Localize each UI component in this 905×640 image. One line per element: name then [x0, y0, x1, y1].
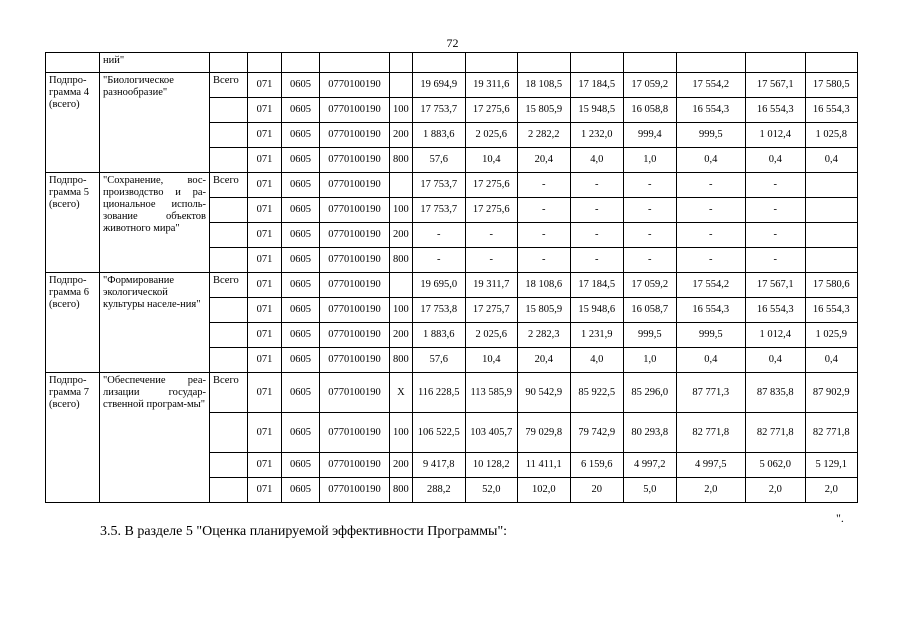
- value-cell: -: [676, 223, 745, 248]
- total-cell: [210, 248, 248, 273]
- code-cell: 0605: [282, 413, 320, 453]
- value-cell: 1,0: [623, 348, 676, 373]
- code-cell: 0770100190: [320, 413, 390, 453]
- code-cell: 071: [248, 148, 282, 173]
- total-cell: [210, 478, 248, 503]
- subprogram-name: "Обеспечение реа-лизации государ-ственной програм-мы": [100, 373, 210, 503]
- code-cell: 0770100190: [320, 123, 390, 148]
- code-cell: 071: [248, 98, 282, 123]
- code-cell: 071: [248, 348, 282, 373]
- code-cell: 071: [248, 413, 282, 453]
- value-cell: 16 554,3: [745, 298, 805, 323]
- value-cell: 1 025,9: [805, 323, 857, 348]
- code-cell: 0770100190: [320, 273, 390, 298]
- value-cell: -: [745, 223, 805, 248]
- value-cell: 17 184,5: [570, 73, 623, 98]
- code-cell: Х: [390, 373, 413, 413]
- value-cell: 1 025,8: [805, 123, 857, 148]
- total-cell: [210, 98, 248, 123]
- value-cell: 87 902,9: [805, 373, 857, 413]
- value-cell: 2 025,6: [465, 123, 517, 148]
- code-cell: 0605: [282, 348, 320, 373]
- code-cell: 100: [390, 198, 413, 223]
- code-cell: [390, 73, 413, 98]
- value-cell: 57,6: [412, 348, 465, 373]
- value-cell: 17 580,5: [805, 73, 857, 98]
- code-cell: 800: [390, 478, 413, 503]
- value-cell: -: [676, 173, 745, 198]
- value-cell: 9 417,8: [412, 453, 465, 478]
- value-cell: 16 554,3: [805, 98, 857, 123]
- value-cell: [805, 248, 857, 273]
- value-cell: 1 012,4: [745, 323, 805, 348]
- value-cell: 19 694,9: [412, 73, 465, 98]
- value-cell: 19 311,6: [465, 73, 517, 98]
- table-row: [46, 373, 858, 413]
- value-cell: 4 997,5: [676, 453, 745, 478]
- value-cell: -: [570, 248, 623, 273]
- value-cell: 16 058,8: [623, 98, 676, 123]
- value-cell: 103 405,7: [465, 413, 517, 453]
- total-cell: Всего: [210, 273, 248, 298]
- code-cell: 071: [248, 198, 282, 223]
- value-cell: 82 771,8: [676, 413, 745, 453]
- value-cell: 80 293,8: [623, 413, 676, 453]
- value-cell: 17 059,2: [623, 73, 676, 98]
- table-row: [46, 173, 858, 198]
- code-cell: 0605: [282, 223, 320, 248]
- value-cell: 17 275,6: [465, 198, 517, 223]
- value-cell: 5 129,1: [805, 453, 857, 478]
- code-cell: 800: [390, 248, 413, 273]
- closing-quote: ".: [836, 511, 844, 525]
- code-cell: 071: [248, 123, 282, 148]
- value-cell: 17 567,1: [745, 273, 805, 298]
- value-cell: -: [623, 248, 676, 273]
- code-cell: 0605: [282, 123, 320, 148]
- value-cell: 1 232,0: [570, 123, 623, 148]
- value-cell: [805, 223, 857, 248]
- code-cell: 100: [390, 98, 413, 123]
- value-cell: 2,0: [676, 478, 745, 503]
- code-cell: 0770100190: [320, 298, 390, 323]
- value-cell: -: [465, 248, 517, 273]
- value-cell: 2,0: [745, 478, 805, 503]
- code-cell: 071: [248, 453, 282, 478]
- code-cell: 071: [248, 298, 282, 323]
- code-cell: 0770100190: [320, 173, 390, 198]
- code-cell: 0605: [282, 248, 320, 273]
- code-cell: 800: [390, 348, 413, 373]
- value-cell: 16 554,3: [745, 98, 805, 123]
- page-number: 72: [446, 36, 459, 50]
- value-cell: 79 742,9: [570, 413, 623, 453]
- value-cell: 15 805,9: [517, 298, 570, 323]
- total-cell: [210, 453, 248, 478]
- code-cell: 071: [248, 73, 282, 98]
- value-cell: 1 231,9: [570, 323, 623, 348]
- value-cell: -: [517, 173, 570, 198]
- value-cell: 11 411,1: [517, 453, 570, 478]
- code-cell: 0770100190: [320, 478, 390, 503]
- value-cell: -: [570, 223, 623, 248]
- code-cell: 071: [248, 373, 282, 413]
- value-cell: 17 567,1: [745, 73, 805, 98]
- value-cell: 17 753,7: [412, 198, 465, 223]
- value-cell: 10,4: [465, 348, 517, 373]
- value-cell: 16 554,3: [676, 298, 745, 323]
- table-row: [46, 273, 858, 298]
- value-cell: 10 128,2: [465, 453, 517, 478]
- total-cell: [210, 298, 248, 323]
- code-cell: 0605: [282, 373, 320, 413]
- value-cell: 1 883,6: [412, 123, 465, 148]
- value-cell: -: [570, 173, 623, 198]
- total-cell: [210, 348, 248, 373]
- value-cell: 5,0: [623, 478, 676, 503]
- value-cell: 79 029,8: [517, 413, 570, 453]
- code-cell: 071: [248, 323, 282, 348]
- value-cell: 0,4: [745, 148, 805, 173]
- code-cell: 071: [248, 478, 282, 503]
- code-cell: 100: [390, 298, 413, 323]
- value-cell: 20: [570, 478, 623, 503]
- name-fragment: ний": [100, 53, 210, 73]
- value-cell: 87 771,3: [676, 373, 745, 413]
- value-cell: 15 948,6: [570, 298, 623, 323]
- table-row: [46, 73, 858, 98]
- value-cell: 17 753,7: [412, 173, 465, 198]
- value-cell: 16 058,7: [623, 298, 676, 323]
- value-cell: 999,5: [676, 123, 745, 148]
- value-cell: 85 922,5: [570, 373, 623, 413]
- value-cell: 17 059,2: [623, 273, 676, 298]
- value-cell: 87 835,8: [745, 373, 805, 413]
- total-cell: Всего: [210, 73, 248, 98]
- code-cell: 071: [248, 273, 282, 298]
- subprogram-label: Подпро-грамма 6 (всего): [46, 273, 100, 373]
- value-cell: 19 695,0: [412, 273, 465, 298]
- subprogram-name: "Биологическое разнообразие": [100, 73, 210, 173]
- value-cell: -: [517, 198, 570, 223]
- code-cell: 0770100190: [320, 373, 390, 413]
- table-row: [46, 53, 858, 73]
- value-cell: 106 522,5: [412, 413, 465, 453]
- value-cell: -: [745, 248, 805, 273]
- total-cell: Всего: [210, 373, 248, 413]
- value-cell: -: [623, 173, 676, 198]
- code-cell: 0605: [282, 173, 320, 198]
- subprogram-name: "Формирование экологической культуры населе-ния": [100, 273, 210, 373]
- value-cell: -: [745, 198, 805, 223]
- total-cell: [210, 323, 248, 348]
- value-cell: 17 580,6: [805, 273, 857, 298]
- budget-table: [45, 52, 858, 503]
- code-cell: 200: [390, 223, 413, 248]
- code-cell: 200: [390, 123, 413, 148]
- value-cell: 17 275,6: [465, 173, 517, 198]
- code-cell: 071: [248, 173, 282, 198]
- total-cell: [210, 123, 248, 148]
- value-cell: -: [745, 173, 805, 198]
- value-cell: 82 771,8: [745, 413, 805, 453]
- value-cell: 18 108,5: [517, 73, 570, 98]
- code-cell: 0770100190: [320, 248, 390, 273]
- value-cell: 17 184,5: [570, 273, 623, 298]
- value-cell: 2 025,6: [465, 323, 517, 348]
- value-cell: [805, 198, 857, 223]
- value-cell: -: [570, 198, 623, 223]
- code-cell: 0605: [282, 298, 320, 323]
- code-cell: 0605: [282, 73, 320, 98]
- value-cell: 1 883,6: [412, 323, 465, 348]
- value-cell: 17 275,6: [465, 98, 517, 123]
- value-cell: 4 997,2: [623, 453, 676, 478]
- code-cell: 0770100190: [320, 323, 390, 348]
- value-cell: -: [465, 223, 517, 248]
- code-cell: 071: [248, 248, 282, 273]
- total-cell: Всего: [210, 173, 248, 198]
- value-cell: 82 771,8: [805, 413, 857, 453]
- value-cell: 2 282,3: [517, 323, 570, 348]
- code-cell: 800: [390, 148, 413, 173]
- value-cell: 17 753,8: [412, 298, 465, 323]
- value-cell: 17 753,7: [412, 98, 465, 123]
- value-cell: 20,4: [517, 148, 570, 173]
- code-cell: 0770100190: [320, 453, 390, 478]
- value-cell: 999,5: [623, 323, 676, 348]
- value-cell: 16 554,3: [805, 298, 857, 323]
- value-cell: 0,4: [805, 348, 857, 373]
- value-cell: -: [623, 223, 676, 248]
- code-cell: 0770100190: [320, 223, 390, 248]
- code-cell: 0770100190: [320, 98, 390, 123]
- code-cell: 0770100190: [320, 198, 390, 223]
- value-cell: 2,0: [805, 478, 857, 503]
- code-cell: 100: [390, 413, 413, 453]
- value-cell: 15 948,5: [570, 98, 623, 123]
- code-cell: [390, 173, 413, 198]
- code-cell: 0605: [282, 453, 320, 478]
- value-cell: -: [412, 248, 465, 273]
- value-cell: -: [623, 198, 676, 223]
- value-cell: -: [517, 248, 570, 273]
- value-cell: 999,5: [676, 323, 745, 348]
- code-cell: 200: [390, 453, 413, 478]
- code-cell: 071: [248, 223, 282, 248]
- subprogram-label: Подпро-грамма 7 (всего): [46, 373, 100, 503]
- subprogram-label: Подпро-грамма 5 (всего): [46, 173, 100, 273]
- value-cell: 10,4: [465, 148, 517, 173]
- code-cell: 0770100190: [320, 148, 390, 173]
- value-cell: 6 159,6: [570, 453, 623, 478]
- code-cell: 0770100190: [320, 73, 390, 98]
- code-cell: 0605: [282, 198, 320, 223]
- value-cell: 85 296,0: [623, 373, 676, 413]
- value-cell: 17 275,7: [465, 298, 517, 323]
- value-cell: 5 062,0: [745, 453, 805, 478]
- code-cell: 0605: [282, 98, 320, 123]
- value-cell: -: [517, 223, 570, 248]
- code-cell: [390, 273, 413, 298]
- value-cell: 116 228,5: [412, 373, 465, 413]
- value-cell: 19 311,7: [465, 273, 517, 298]
- value-cell: 57,6: [412, 148, 465, 173]
- value-cell: 16 554,3: [676, 98, 745, 123]
- value-cell: 1 012,4: [745, 123, 805, 148]
- value-cell: 2 282,2: [517, 123, 570, 148]
- value-cell: 17 554,2: [676, 73, 745, 98]
- value-cell: 17 554,2: [676, 273, 745, 298]
- value-cell: [805, 173, 857, 198]
- value-cell: 0,4: [805, 148, 857, 173]
- value-cell: -: [412, 223, 465, 248]
- value-cell: -: [676, 248, 745, 273]
- code-cell: 0605: [282, 148, 320, 173]
- value-cell: 0,4: [676, 148, 745, 173]
- subprogram-name: "Сохранение, вос-производство и ра-циональное исполь-зование объектов животного мира": [100, 173, 210, 273]
- value-cell: 20,4: [517, 348, 570, 373]
- value-cell: 1,0: [623, 148, 676, 173]
- code-cell: 0605: [282, 273, 320, 298]
- value-cell: 4,0: [570, 148, 623, 173]
- code-cell: 0605: [282, 478, 320, 503]
- total-cell: [210, 198, 248, 223]
- code-cell: 0770100190: [320, 348, 390, 373]
- value-cell: 999,4: [623, 123, 676, 148]
- value-cell: 90 542,9: [517, 373, 570, 413]
- value-cell: 113 585,9: [465, 373, 517, 413]
- subprogram-label: Подпро-грамма 4 (всего): [46, 73, 100, 173]
- total-cell: [210, 413, 248, 453]
- code-cell: 0605: [282, 323, 320, 348]
- code-cell: 200: [390, 323, 413, 348]
- value-cell: 52,0: [465, 478, 517, 503]
- total-cell: [210, 148, 248, 173]
- value-cell: 288,2: [412, 478, 465, 503]
- value-cell: -: [676, 198, 745, 223]
- total-cell: [210, 223, 248, 248]
- value-cell: 102,0: [517, 478, 570, 503]
- value-cell: 18 108,6: [517, 273, 570, 298]
- value-cell: 4,0: [570, 348, 623, 373]
- value-cell: 0,4: [745, 348, 805, 373]
- section-paragraph: 3.5. В разделе 5 "Оценка планируемой эффективности Программы":: [100, 524, 508, 539]
- value-cell: 0,4: [676, 348, 745, 373]
- value-cell: 15 805,9: [517, 98, 570, 123]
